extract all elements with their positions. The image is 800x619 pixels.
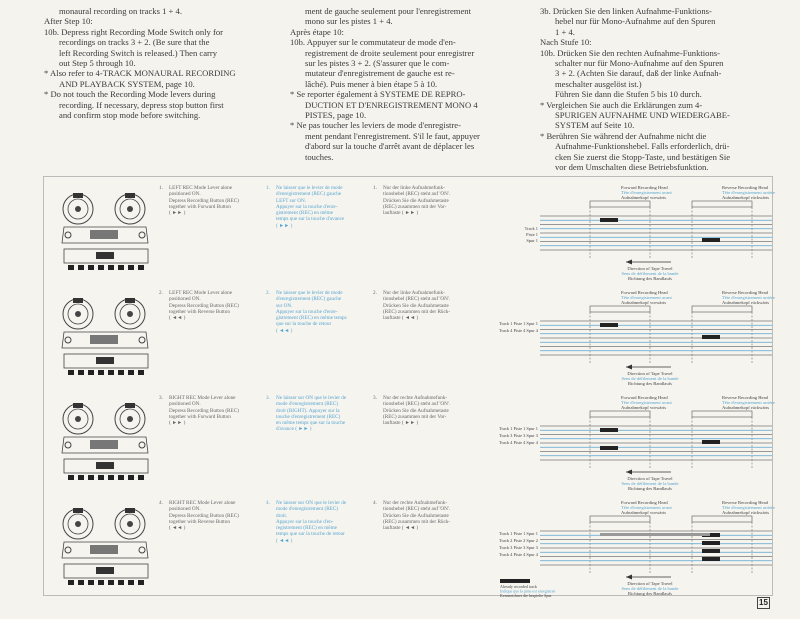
instruction-line: positioned ON.	[169, 296, 201, 303]
french-line: 10b. Appuyer sur le commutateur de mode d'en-	[290, 37, 456, 48]
transport-button	[118, 370, 124, 375]
transport-button	[68, 475, 74, 480]
direction-label-fr: Sens de défilement de la bande	[621, 376, 679, 381]
transport-button	[78, 370, 84, 375]
right-reel-clip	[125, 508, 135, 513]
guide-roller-left	[65, 442, 71, 448]
tape-deck-illustration	[56, 185, 156, 273]
guide-roller-left	[65, 547, 71, 553]
instruction-line: registrement (REC) en même	[276, 525, 337, 532]
transport-button	[138, 265, 144, 270]
instruction-line: droit (RIGHT). Appuyer sur la	[276, 407, 340, 414]
instruction-line: together with Forward Button	[169, 203, 231, 210]
step-number: 4.	[373, 500, 377, 506]
step-number: 3.	[266, 395, 270, 401]
legend-label: Indique que la piste est enregistrée	[500, 588, 556, 594]
step-number: 3.	[159, 395, 163, 401]
transport-button	[98, 370, 104, 375]
instruction-line: Drücken Sie die Aufnahmetaste	[383, 512, 449, 519]
track-label: Track 1 Piste 1 Spur 1	[499, 531, 538, 536]
instruction-line: ( ◄◄ )	[276, 327, 293, 334]
guide-roller-left	[65, 337, 71, 343]
french-line: * Se reporter également à SYSTEME DE REPRO-	[290, 89, 466, 100]
track-diagram-svg	[496, 495, 774, 599]
instruction-line: positioned ON.	[169, 401, 201, 408]
transport-button	[128, 475, 134, 480]
transport-button	[88, 265, 94, 270]
instruction-line: touche d'enregistrement (REC)	[276, 413, 341, 420]
track-label: Track 2 Piste 2 Spur 2	[499, 538, 538, 543]
track-label: Track 4 Piste 4 Spur 4	[499, 552, 538, 557]
instruction-line: Nur der linke Aufnahmefunk-	[383, 290, 445, 296]
german-line: SYSTEM auf Seite 10.	[555, 120, 635, 131]
right-reel-hub	[127, 416, 133, 422]
reverse-head-label: Reverse Recording Head	[722, 500, 768, 505]
rec-mode-lever	[96, 252, 114, 259]
step-number: 3.	[373, 395, 377, 401]
tape-track-diagram	[496, 285, 774, 389]
forward-head-label-fr: Tête d'enregistrement avant	[621, 505, 672, 510]
track-label: Track 4 Piste 4 Spur 4	[499, 440, 538, 445]
english-line: * Also refer to 4-TRACK MONAURAL RECORDING	[44, 68, 236, 79]
transport-button	[138, 475, 144, 480]
transport-button	[68, 265, 74, 270]
recorded-track-mark	[702, 541, 720, 545]
recorded-track-mark	[702, 557, 720, 561]
german-line: Nach Stufe 10:	[540, 37, 592, 48]
instruction-line: Depress Recording Button (REC)	[169, 407, 239, 414]
english-line: * Do not touch the Recording Mode levers during	[44, 89, 216, 100]
recorded-track-mark	[600, 428, 618, 432]
step-number: 1.	[373, 185, 377, 191]
right-reel-hub	[127, 521, 133, 527]
forward-head-label: Forward Recording Head	[621, 395, 668, 400]
tape-direction-arrowhead	[626, 260, 632, 265]
track-label: Track 1	[524, 226, 538, 231]
transport-button	[108, 265, 114, 270]
direction-label: Direction of Tape Travel	[627, 476, 673, 481]
instruction-line: en même temps que sur la touche	[276, 420, 346, 427]
french-line: registrement de droite seulement pour enregistrer	[305, 47, 475, 58]
legend-label: Already recorded track	[500, 584, 537, 589]
transport-button	[128, 265, 134, 270]
french-line: Après étape 10:	[290, 26, 344, 37]
direction-label-de: Richtung des Bandlaufs	[628, 486, 672, 491]
instruction-line: lauftaste ( ◄◄ )	[383, 525, 419, 532]
tape-track-diagram	[496, 390, 774, 494]
left-reel-clip	[73, 193, 83, 198]
reverse-head-label-de: Aufnahmekopf rückwärts	[722, 510, 770, 515]
recorded-track-mark	[600, 218, 618, 222]
reverse-head-block	[692, 201, 752, 207]
french-line: mutateur d'enregistrement de gauche est re-	[305, 68, 455, 79]
instruction-line: Appuyer sur la touche d'enre-	[276, 203, 338, 210]
tape-deck-drawing	[56, 395, 156, 483]
german-line: meschalter ausgelöst ist.)	[555, 78, 642, 89]
french-line: DUCTION ET D'ENREGISTREMENT MONO 4	[305, 99, 478, 110]
tape-direction-arrowhead	[626, 575, 632, 580]
transport-button	[68, 580, 74, 585]
german-column	[540, 6, 772, 173]
german-line: 1 + 4.	[555, 26, 575, 37]
german-line: Aufnahme-Funktionshebel. Falls erforderlich, drü-	[555, 141, 730, 152]
forward-head-block	[590, 411, 650, 417]
instruction-line: ( ◄◄ )	[169, 525, 186, 532]
left-reel-hub	[75, 311, 81, 317]
guide-roller-left	[65, 232, 71, 238]
left-reel-clip	[73, 298, 83, 303]
recorded-track-mark	[702, 549, 720, 553]
left-reel-hub	[75, 521, 81, 527]
reverse-head-label: Reverse Recording Head	[722, 290, 768, 295]
tape-deck-illustration	[56, 395, 156, 483]
german-line: 3b. Drücken Sie den linken Aufnahme-Funktions-	[540, 6, 712, 16]
page-number: 15	[757, 597, 770, 609]
instruction-line: Nur der rechte Aufnahmefunk-	[383, 500, 448, 506]
french-line: ment pendant l'enregistrement. S'il le faut, appuyer	[305, 130, 480, 141]
instruction-line: (REC) zusammen mit der Vor-	[383, 203, 447, 210]
track-label: Track 1 Piste 1 Spur 1	[499, 321, 538, 326]
forward-head-label-fr: Tête d'enregistrement avant	[621, 190, 672, 195]
english-column	[44, 6, 274, 120]
left-reel-clip	[73, 508, 83, 513]
tape-deck-drawing	[56, 290, 156, 378]
french-line: mono sur les pistes 1 + 4.	[305, 16, 393, 27]
french-column	[290, 6, 520, 162]
instruction-line: Drücken Sie die Aufnahmetaste	[383, 197, 449, 204]
track-diagram-svg	[496, 390, 774, 494]
legend-label: Kennzeichnet die bespielte Spur	[500, 593, 552, 598]
transport-button	[118, 580, 124, 585]
instruction-line: droit.	[276, 512, 288, 519]
right-reel-hub	[127, 206, 133, 212]
french-line: touches.	[305, 151, 334, 162]
track-label: Piste 1	[526, 232, 538, 237]
instruction-line: tionshebel (REC) steht auf 'ON'.	[383, 506, 451, 513]
instruction-line: ( ◄◄ )	[169, 315, 186, 322]
reverse-head-label-fr: Tête d'enregistrement arrière	[722, 295, 775, 300]
german-line: * Berühren Sie während der Aufnahme nicht die	[540, 130, 707, 141]
instruction-line: RIGHT REC Mode Lever alone	[169, 500, 236, 506]
step-row-1	[44, 177, 774, 282]
reverse-head-block	[692, 411, 752, 417]
left-reel-hub	[75, 206, 81, 212]
guide-roller-right	[139, 547, 145, 553]
instruction-line: que sur la touche de retour	[276, 321, 332, 328]
direction-label-fr: Sens de défilement de la bande	[621, 481, 679, 486]
german-line: hebel nur für Mono-Aufnahme auf den Spuren	[555, 16, 716, 27]
forward-head-label: Forward Recording Head	[621, 290, 668, 295]
instruction-line: sur ON.	[276, 302, 293, 309]
recorded-track-mark	[702, 440, 720, 444]
right-reel-clip	[125, 193, 135, 198]
transport-button	[118, 475, 124, 480]
reverse-head-label: Reverse Recording Head	[722, 395, 768, 400]
track-label: Track 1 Piste 1 Spur 1	[499, 426, 538, 431]
tape-deck-illustration	[56, 290, 156, 378]
english-line: monaural recording on tracks 1 + 4.	[59, 6, 182, 16]
step-number: 2.	[159, 290, 163, 296]
instruction-line: Drücken Sie die Aufnahmetaste	[383, 302, 449, 309]
forward-head-label-de: Aufnahmekopf vorwärts	[621, 405, 667, 410]
right-reel-clip	[125, 403, 135, 408]
guide-roller-right	[139, 232, 145, 238]
direction-label-de: Richtung des Bandlaufs	[628, 381, 672, 386]
reverse-head-label-fr: Tête d'enregistrement arrière	[722, 190, 775, 195]
step-number: 2.	[373, 290, 377, 296]
head-cover	[90, 545, 118, 554]
instruction-line: d'avance ( ►► )	[276, 426, 312, 433]
instruction-line: Depress Recording Button (REC)	[169, 302, 239, 309]
transport-button	[88, 370, 94, 375]
direction-label-fr: Sens de défilement de la bande	[621, 271, 679, 276]
track-diagram-svg	[496, 285, 774, 389]
reverse-head-label-de: Aufnahmekopf rückwärts	[722, 195, 770, 200]
transport-button	[108, 475, 114, 480]
instruction-line: ( ►► )	[169, 420, 186, 427]
instruction-line: Ne laisser sur ON que le levier de	[276, 395, 347, 401]
tape-direction-arrowhead	[626, 470, 632, 475]
instruction-line: Depress Recording Button (REC)	[169, 197, 239, 204]
instruction-line: gistrement (REC) en même temps	[276, 315, 347, 322]
french-line: lâché). Puis mener à bien étape 5 à 10.	[305, 78, 438, 89]
instruction-line: (REC) zusammen mit der Rück-	[383, 518, 451, 525]
reverse-head-label-de: Aufnahmekopf rückwärts	[722, 405, 770, 410]
german-line: 10b. Drücken Sie den rechten Aufnahme-Funktions-	[540, 47, 720, 58]
transport-button	[128, 580, 134, 585]
tape-direction-arrowhead	[626, 365, 632, 370]
forward-head-label: Forward Recording Head	[621, 500, 668, 505]
head-cover	[90, 335, 118, 344]
track-label: Track 3 Piste 3 Spur 3	[499, 433, 538, 438]
forward-head-label-de: Aufnahmekopf vorwärts	[621, 195, 667, 200]
guide-roller-right	[139, 337, 145, 343]
transport-button	[98, 475, 104, 480]
transport-button	[118, 265, 124, 270]
german-line: Führen Sie dann die Stufen 5 bis 10 durch.	[555, 89, 702, 100]
transport-button	[138, 370, 144, 375]
instruction-line: Nur der linke Aufnahmefunk-	[383, 185, 445, 191]
forward-head-label-de: Aufnahmekopf vorwärts	[621, 510, 667, 515]
illustration-panel	[43, 176, 773, 596]
transport-button	[78, 475, 84, 480]
tape-deck-drawing	[56, 185, 156, 273]
instruction-line: ( ►► )	[276, 222, 293, 229]
instruction-line: gistrement (REC) en même	[276, 210, 333, 217]
instruction-line: lauftaste ( ◄◄ )	[383, 315, 419, 322]
instruction-line: tionshebel (REC) steht auf 'ON'.	[383, 401, 451, 408]
transport-button	[78, 265, 84, 270]
french-line: PISTES, page 10.	[305, 110, 367, 121]
german-line: schalter nur für Mono-Aufnahme auf den Spuren	[555, 58, 724, 69]
step-number: 4.	[266, 500, 270, 506]
recorded-track-shaded	[600, 533, 710, 536]
direction-label-de: Richtung des Bandlaufs	[628, 276, 672, 281]
english-line: recordings on tracks 3 + 2. (Be sure that the	[59, 37, 210, 48]
instruction-line: together with Reverse Button	[169, 308, 230, 315]
english-line: 10b. Depress right Recording Mode Switch only for	[44, 26, 224, 37]
instruction-line: LEFT sur ON.	[276, 197, 307, 204]
instruction-line: d'enregistrement (REC) gauche	[276, 191, 342, 198]
instruction-line: Appuyer sur la touche d'enre-	[276, 308, 338, 315]
rec-mode-lever	[96, 357, 114, 364]
tape-track-diagram	[496, 180, 774, 284]
tape-track-diagram	[496, 495, 774, 599]
transport-button	[108, 580, 114, 585]
rec-mode-lever	[96, 462, 114, 469]
german-line: vor dem Umschalten diese Betriebsfunktion.	[555, 162, 709, 173]
transport-button	[88, 580, 94, 585]
forward-head-block	[590, 516, 650, 522]
reverse-head-label-de: Aufnahmekopf rückwärts	[722, 300, 770, 305]
instruction-line: LEFT REC Mode Lever alone	[169, 185, 233, 191]
tape-deck-illustration	[56, 500, 156, 588]
instruction-line: together with Forward Button	[169, 413, 231, 420]
english-line: After Step 10:	[44, 16, 93, 27]
instruction-line: mode d'enregistrement (REC)	[276, 506, 339, 513]
direction-label: Direction of Tape Travel	[627, 581, 673, 586]
transport-button	[88, 475, 94, 480]
english-line: AND PLAYBACK SYSTEM, page 10.	[59, 78, 195, 89]
instruction-line: RIGHT REC Mode Lever alone	[169, 395, 236, 401]
transport-button	[128, 370, 134, 375]
english-line: left Recording Switch is released.) Then carry	[59, 47, 218, 58]
french-line: * Ne pas toucher les leviers de mode d'enregistre-	[290, 120, 461, 131]
direction-label: Direction of Tape Travel	[627, 266, 673, 271]
step-number: 4.	[159, 500, 163, 506]
step-row-4	[44, 492, 774, 597]
forward-head-block	[590, 201, 650, 207]
transport-button	[78, 580, 84, 585]
instruction-line: positioned ON.	[169, 191, 201, 198]
step-number: 1.	[159, 185, 163, 191]
english-line: out Step 5 through 10.	[59, 58, 136, 69]
legend-swatch	[500, 579, 530, 583]
instruction-line: Nur der rechte Aufnahmefunk-	[383, 395, 448, 401]
english-line: and confirm stop mode before switching.	[59, 110, 201, 121]
reverse-head-label-fr: Tête d'enregistrement arrière	[722, 400, 775, 405]
direction-label: Direction of Tape Travel	[627, 371, 673, 376]
transport-button	[98, 580, 104, 585]
left-reel-clip	[73, 403, 83, 408]
track-label: Spur 1	[526, 238, 538, 243]
instruction-line: lauftaste ( ►► )	[383, 210, 419, 217]
recorded-track-mark	[600, 323, 618, 327]
instruction-line: tionshebel (REC) steht auf 'ON'.	[383, 296, 451, 303]
french-line: sur les pistes 3 + 2. (S'assurer que le com-	[305, 58, 450, 69]
recorded-track-mark	[702, 335, 720, 339]
forward-head-label-fr: Tête d'enregistrement avant	[621, 400, 672, 405]
forward-head-block	[590, 306, 650, 312]
forward-head-label: Forward Recording Head	[621, 185, 668, 190]
reverse-head-block	[692, 516, 752, 522]
recorded-track-mark	[702, 238, 720, 242]
transport-button	[108, 370, 114, 375]
instruction-line: temps que sur la touche d'avance	[276, 216, 345, 223]
transport-button	[68, 370, 74, 375]
instruction-line: Depress Recording Button (REC)	[169, 512, 239, 519]
track-label: Track 3 Piste 3 Spur 3	[499, 545, 538, 550]
instruction-line: LEFT REC Mode Lever alone	[169, 290, 233, 296]
step-number: 2.	[266, 290, 270, 296]
instruction-line: ( ►► )	[169, 210, 186, 217]
instruction-line: positioned ON.	[169, 506, 201, 513]
instruction-line: (REC) zusammen mit der Vor-	[383, 413, 447, 420]
reverse-head-label-fr: Tête d'enregistrement arrière	[722, 505, 775, 510]
instruction-line: Ne laisser sur ON que le levier de	[276, 500, 347, 506]
track-diagram-svg	[496, 180, 774, 284]
left-reel-hub	[75, 416, 81, 422]
step-row-3	[44, 387, 774, 492]
instruction-line: Ne laisser que le levier de mode	[276, 185, 343, 191]
instruction-line: d'enregistrement (REC) gauche	[276, 296, 342, 303]
instruction-line: ( ◄◄ )	[276, 537, 293, 544]
direction-label-fr: Sens de défilement de la bande	[621, 586, 679, 591]
instruction-line: lauftaste ( ►► )	[383, 420, 419, 427]
track-label: Track 4 Piste 4 Spur 4	[499, 328, 538, 333]
transport-button	[138, 580, 144, 585]
direction-label-de: Richtung des Bandlaufs	[628, 591, 672, 596]
french-line: d'abord sur la touche d'arrêt avant de déplacer les	[305, 141, 475, 152]
instruction-line: Drücken Sie die Aufnahmetaste	[383, 407, 449, 414]
instruction-line: mode d'enregistrement (REC)	[276, 401, 339, 408]
recorded-track-mark	[600, 446, 618, 450]
instruction-line: together with Reverse Button	[169, 518, 230, 525]
instruction-line: Appuyer sur la touche d'en-	[276, 518, 334, 525]
rec-mode-lever	[96, 567, 114, 574]
right-reel-clip	[125, 298, 135, 303]
step-number: 1.	[266, 185, 270, 191]
german-line: 3 + 2. (Achten Sie darauf, daß der linke Aufnah-	[555, 68, 722, 79]
head-cover	[90, 230, 118, 239]
tape-deck-drawing	[56, 500, 156, 588]
reverse-head-block	[692, 306, 752, 312]
instruction-line: temps que sur la touche de retour	[276, 531, 345, 538]
german-line: * Vergleichen Sie auch die Erklärungen zum 4-	[540, 99, 703, 110]
french-line: ment de gauche seulement pour l'enregistrement	[305, 6, 471, 16]
forward-head-label-fr: Tête d'enregistrement avant	[621, 295, 672, 300]
right-reel-hub	[127, 311, 133, 317]
instruction-line: (REC) zusammen mit der Rück-	[383, 308, 451, 315]
instruction-line: tionshebel (REC) steht auf 'ON'.	[383, 191, 451, 198]
english-line: recording. If necessary, depress stop button first	[59, 99, 224, 110]
reverse-head-label: Reverse Recording Head	[722, 185, 768, 190]
transport-button	[98, 265, 104, 270]
guide-roller-right	[139, 442, 145, 448]
forward-head-label-de: Aufnahmekopf vorwärts	[621, 300, 667, 305]
german-line: cken Sie zuerst die Stopp-Taste, und bestätigen Sie	[555, 151, 731, 162]
german-line: SPURIGEN AUFNAHME UND WIEDERGABE-	[555, 110, 730, 121]
head-cover	[90, 440, 118, 449]
instruction-line: Ne laisser que le levier de mode	[276, 290, 343, 296]
step-row-2	[44, 282, 774, 387]
